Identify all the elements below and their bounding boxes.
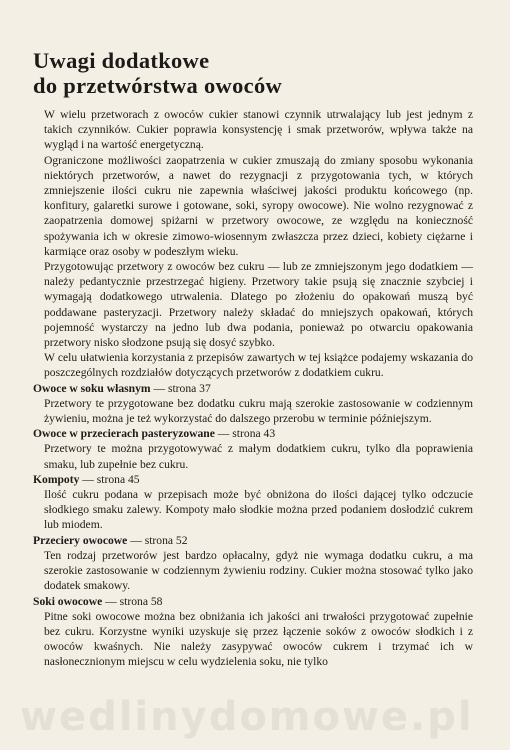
section-title: Soki owocowe [33, 594, 103, 608]
section-text: Ten rodzaj przetworów jest bardzo opłacalny, gdyż nie wymaga dodatku cukru, a ma szerokie zastosowanie w codziennym żywieniu rodziny. Cukier można stosować tylko jako dodatek smakowy. [44, 548, 473, 593]
section-page-ref: — strona 45 [79, 472, 140, 486]
page-title [33, 48, 282, 98]
body-text [33, 107, 473, 670]
section-text: Pitne soki owocowe można bez obniżania ich jakości ani trwałości przygotować zupełnie bez cukru. Korzystne wyniki uzyskuje się przez łączenie soków z owoców słodkich i z owoców kwaśnych. Nie należy zasypywać owoców cukrem i trzymać ich w nasłonecznionym miejscu w celu wydzielenia soku, nie tylko [44, 609, 473, 669]
section-page-ref: — strona 43 [214, 427, 276, 441]
section-title: Owoce w przecierach pasteryzowane [33, 427, 215, 441]
title-line-2: do przetwórstwa owoców [33, 73, 283, 98]
section-heading [33, 594, 473, 609]
section-text: Przetwory te można przygotowywać z małym dodatkiem cukru, tylko dla poprawienia smaku, lub zupełnie bez cukru. [44, 442, 473, 471]
section-title: Owoce w soku własnym [33, 381, 151, 395]
section-page-ref: — strona 37 [150, 381, 211, 395]
section-page-ref: — strona 58 [102, 594, 163, 608]
title-line-1: Uwagi dodatkowe [33, 48, 210, 73]
supply-paragraph: Ograniczone możliwości zaopatrzenia w cukier zmuszają do zmiany sposobu wykonania niektórych przetworów, a nawet do rezygnacji z przygotowania tych, w których zmniejszenie ilości cukru nie zapewnia właściwej jakości produktu końcowego (np. konfitury, galaretki surowe i gotowane, soki, syropy owocowe). Nie wolno rezygnować z zaopatrzenia domowej spiżarni w przetwory owocowe, ze względu na konieczność spożywania ich w okresie zimowo-wiosennym zwłaszcza przez dzieci, kobiety ciężarne i karmiące oraz osoby w podeszłym wieku. [44, 153, 473, 258]
section-text: Przetwory te przygotowane bez dodatku cukru mają szerokie zastosowanie w codziennym żywieniu, można je też wykorzystać do dalszego przerobu w terminie późniejszym. [44, 396, 473, 426]
section-title: Kompoty [33, 472, 80, 486]
watermark: wedlinydomowe.pl [20, 694, 474, 740]
guide-paragraph: W celu ułatwienia korzystania z przepisów zawartych w tej książce podajemy wskazania do poszczególnych rozdziałów dotyczących przetworów z dodatkiem cukru. [44, 351, 473, 380]
section-heading [33, 533, 473, 548]
preparation-paragraph: Przygotowując przetwory z owoców bez cukru — lub ze zmniejszonym jego dodatkiem — należy pedantycznie przestrzegać higieny. Przetwory takie psują się znacznie szybciej i wymagają dodatkowego utrwalenia. Dlatego po złożeniu do opakowań muszą być poddawane pasteryzacji. Przetwory należy składać do mniejszych opakowań, których pojemność wystarczy na jedno lub dwa podania, ponieważ po otwarciu opakowania przetwory nisko słodzone psują się dosyć szybko. [44, 260, 473, 350]
section-heading [33, 426, 473, 441]
section-text: Ilość cukru podana w przepisach może być obniżona do ilości dającej tylko odczucie słodkiego smaku zalewy. Kompoty mało słodkie można przed podaniem dosłodzić cukrem lub miodem. [44, 488, 473, 532]
section-heading [33, 472, 473, 487]
section-page-ref: — strona 52 [127, 533, 188, 547]
intro-paragraph: W wielu przetworach z owoców cukier stanowi czynnik utrwalający lub jest jednym z takich czynników. Cukier poprawia konsystencję i smak przetworów, wpływa także na wygląd i na wartość energetyczną. [44, 108, 473, 152]
section-title: Przeciery owocowe [33, 533, 128, 547]
section-heading [33, 381, 473, 396]
